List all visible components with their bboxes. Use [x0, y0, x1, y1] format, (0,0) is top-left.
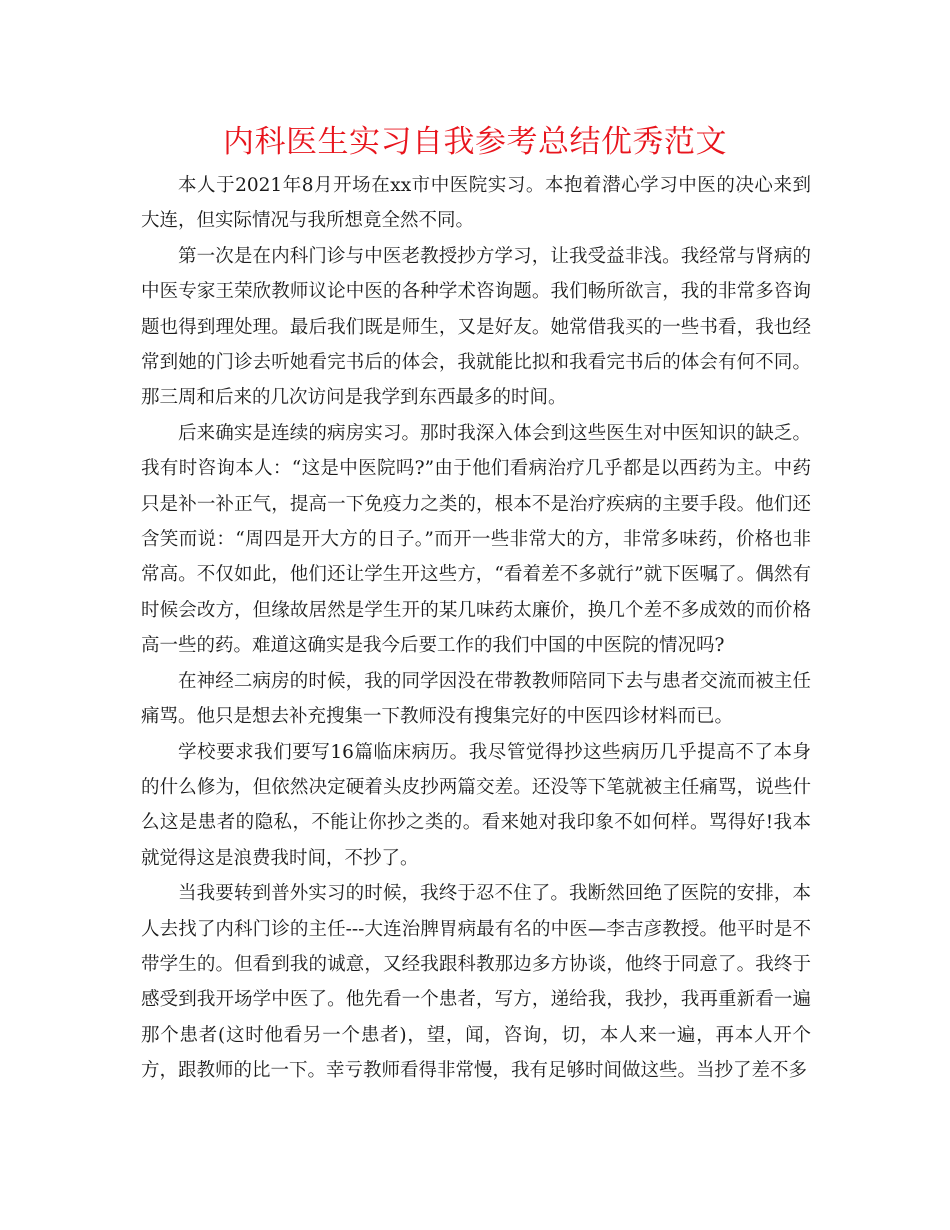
paragraph: 第一次是在内科门诊与中医老教授抄方学习，让我受益非浅。我经常与肾病的中医专家王荣欣教师议论中医的各种学术咨询题。我们畅所欲言，我的非常多咨询题也得到理处理。最后我们既是师生，又是好友。她常借我买的一些书看，我也经常到她的门诊去听她看完书后的体会，我就能比拟和我看完书后的体会有何不同。那三周和后来的几次访问是我学到东西最多的时间。 [141, 245, 811, 409]
paragraph: 在神经二病房的时候，我的同学因没在带教教师陪同下去与患者交流而被主任痛骂。他只是想去补充搜集一下教师没有搜集完好的中医四诊材料而已。 [141, 670, 811, 728]
paragraph: 后来确实是连续的病房实习。那时我深入体会到这些医生对中医知识的缺乏。我有时咨询本人：“这是中医院吗?”由于他们看病治疗几乎都是以西药为主。中药只是补一补正气，提高一下免疫力之类的，根本不是治疗疾病的主要手段。他们还含笑而说：“周四是开大方的日子。”而开一些非常大的方，非常多味药，价格也非常高。不仅如此，他们还让学生开这些方，“看着差不多就行”就下医嘱了。偶然有时候会改方，但缘故居然是学生开的某几味药太廉价，换几个差不多成效的而价格高一些的药。难道这确实是我今后要工作的我们中国的中医院的情况吗? [141, 422, 811, 657]
document-title: 内科医生实习自我参考总结优秀范文 [223, 124, 727, 160]
paragraph: 当我要转到普外实习的时候，我终于忍不住了。我断然回绝了医院的安排，本人去找了内科门诊的主任---大连治脾胃病最有名的中医—李吉彦教授。他平时是不带学生的。但看到我的诚意，又经我跟科教那边多方协谈，他终于同意了。我终于感受到我开场学中医了。他先看一个患者，写方，递给我，我抄，我再重新看一遍那个患者(这时他看另一个患者)，望，闻，咨询，切，本人来一遍，再本人开个方，跟教师的比一下。幸亏教师看得非常慢，我有足够时间做这些。当抄了差不多 [141, 883, 811, 1082]
paragraph: 本人于2021年8月开场在xx市中医院实习。本抱着潜心学习中医的决心来到大连，但实际情况与我所想竟全然不同。 [141, 175, 811, 232]
document-body [141, 168, 811, 1089]
paragraph: 学校要求我们要写16篇临床病历。我尽管觉得抄这些病历几乎提高不了本身的什么修为，但依然决定硬着头皮抄两篇交差。还没等下笔就被主任痛骂，说些什么这是患者的隐私，不能让你抄之类的。看来她对我印象不如何样。骂得好!我本就觉得这是浪费我时间，不抄了。 [141, 741, 811, 869]
